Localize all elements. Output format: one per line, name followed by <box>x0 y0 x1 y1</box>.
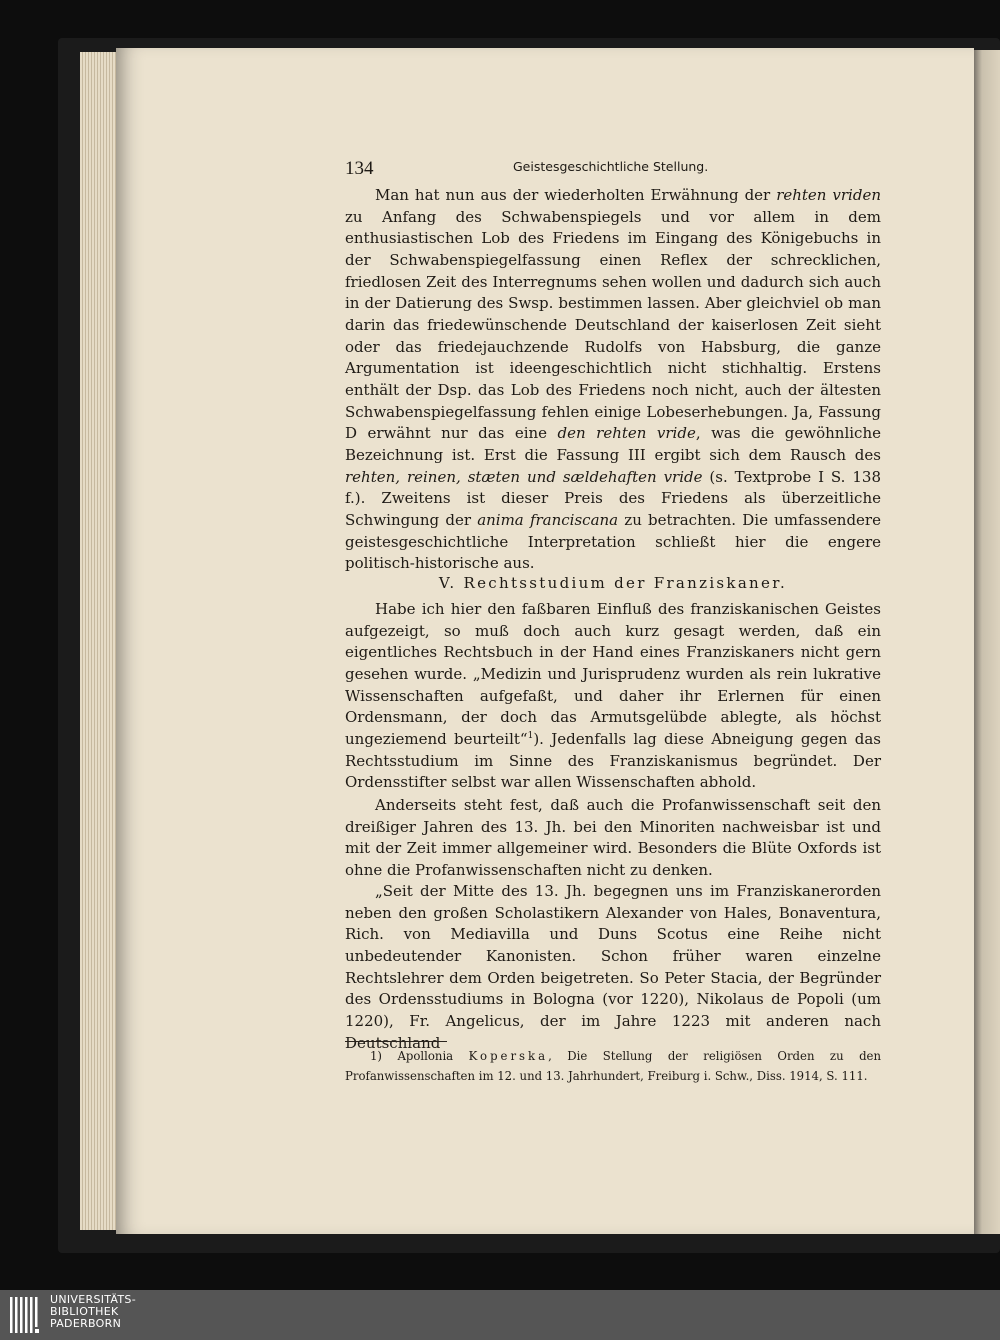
para1-text-5: zu betrachten. Die umfassendere geistesgeschichtliche Interpretation schließt hier die engere politisch-historische aus. <box>345 510 881 573</box>
para1-text-2: zu Anfang des Schwabenspiegels und vor allem in dem enthusiastischen Lob des Friedens im Eingang des Königebuchs in der Schwabenspiegelfassung einen Reflex der schrecklichen, friedlosen Zeit des Interregnums sehen wollen und dadurch sich auch in der Datierung des Swsp. bestimmen lassen. Aber gleichviel ob man darin das friedewünschende Deutschland der kaiserlosen Zeit sieht oder das friedejauchzende Rudolfs von Habsburg, die ganze Argumentation ist ideengeschichtlich nicht stichhaltig. Erstens enthält der Dsp. das Lob des Friedens noch nicht, auch der ältesten Schwabenspiegelfassung fehlen einige Lobeserhebungen. Ja, Fassung D erwähnt nur das eine <box>345 207 881 443</box>
paragraph-2 <box>345 599 881 794</box>
footnote-text: , Die Stellung der religiösen Orden zu den Profanwissenschaften im 12. und 13. Jahrhundert, Freiburg i. Schw., Diss. 1914, S. 111. <box>345 1049 881 1083</box>
para2-text-1: Habe ich hier den faßbaren Einfluß des franziskanischen Geistes aufgezeigt, so muß doch auch kurz gesagt werden, daß ein eigentliches Rechtsbuch in der Hand eines Franziskaners nicht gern gesehen wurde. „Medizin und Jurisprudenz wurden als rein lukrative Wissenschaften aufgefaßt, und daher ihr Erlernen für einen Ordensmann, der doch das Armutsgelübde ablegte, als höchst ungeziemend beurteilt“ <box>345 600 881 748</box>
para2-text-2: ). Jedenfalls lag diese Abneigung gegen das Rechtsstudium im Sinne des Franziskanismus begründet. Der Ordensstifter selbst war allen Wissenschaften abhold. <box>345 729 882 792</box>
para1-text-3: , was die gewöhnliche Bezeichnung ist. Erst die Fassung III ergibt sich dem Rausch des <box>345 424 881 464</box>
footnote <box>345 1046 881 1086</box>
footnote-marker: 1) Apollonia <box>370 1049 469 1063</box>
running-title: Geistesgeschichtliche Stellung. <box>513 159 709 174</box>
logo-text-line-2: BIBLIOTHEK <box>50 1305 119 1318</box>
para1-italic-1: rehten vriden <box>776 186 881 204</box>
paragraph-4: „Seit der Mitte des 13. Jh. begegnen uns im Franziskanerorden neben den großen Scholastikern Alexander von Hales, Bonaventura, Rich. von Mediavilla und Duns Scotus eine Reihe nicht unbedeutender Kanonisten. Schon früher waren einzelne Rechtslehrer dem Orden beigetreten. So Peter Stacia, der Begründer des Ordensstudiums in Bologna (vor 1220), Nikolaus de Popoli (um 1220), Fr. Angelicus, der im Jahre 1223 mit anderen nach Deutschland <box>345 882 881 1052</box>
library-logo-bar <box>0 1290 1000 1340</box>
page-header <box>345 158 885 182</box>
footnote-divider <box>345 1041 447 1042</box>
para1-italic-2: den rehten vride <box>557 424 696 443</box>
paragraph-1 <box>345 185 881 575</box>
page-edges <box>80 52 116 1230</box>
section-heading: V. Rechtsstudium der Franziskaner. <box>438 574 788 592</box>
para1-text-1: Man hat nun aus der wiederholten Erwähnung der <box>375 186 777 204</box>
para1-italic-4: anima franciscana <box>477 510 619 529</box>
page-number: 134 <box>345 158 374 179</box>
paragraph-3: Anderseits steht fest, daß auch die Profanwissenschaft seit den dreißiger Jahren des 13. Jh. bei den Minoriten nachweisbar ist und mit der Zeit immer allgemeiner wird. Besonders die Blüte Oxfords ist ohne die Profanwissenschaften nicht zu denken. <box>345 796 881 879</box>
para1-italic-3: rehten, reinen, stæten und sældehaften vride <box>345 467 703 486</box>
logo-text-line-3: PADERBORN <box>50 1317 122 1330</box>
facing-page-edge <box>974 50 1000 1234</box>
footnote-reference: 1 <box>527 730 534 741</box>
para1-text-4: (s. Textprobe I S. 138 f.). Zweitens ist dieser Preis des Friedens als überzeitliche Schwingung der <box>345 467 881 529</box>
footnote-author: Koperska <box>468 1049 549 1063</box>
library-logo-icon <box>9 1294 43 1336</box>
logo-text-line-1: UNIVERSITÄTS- <box>50 1293 136 1306</box>
